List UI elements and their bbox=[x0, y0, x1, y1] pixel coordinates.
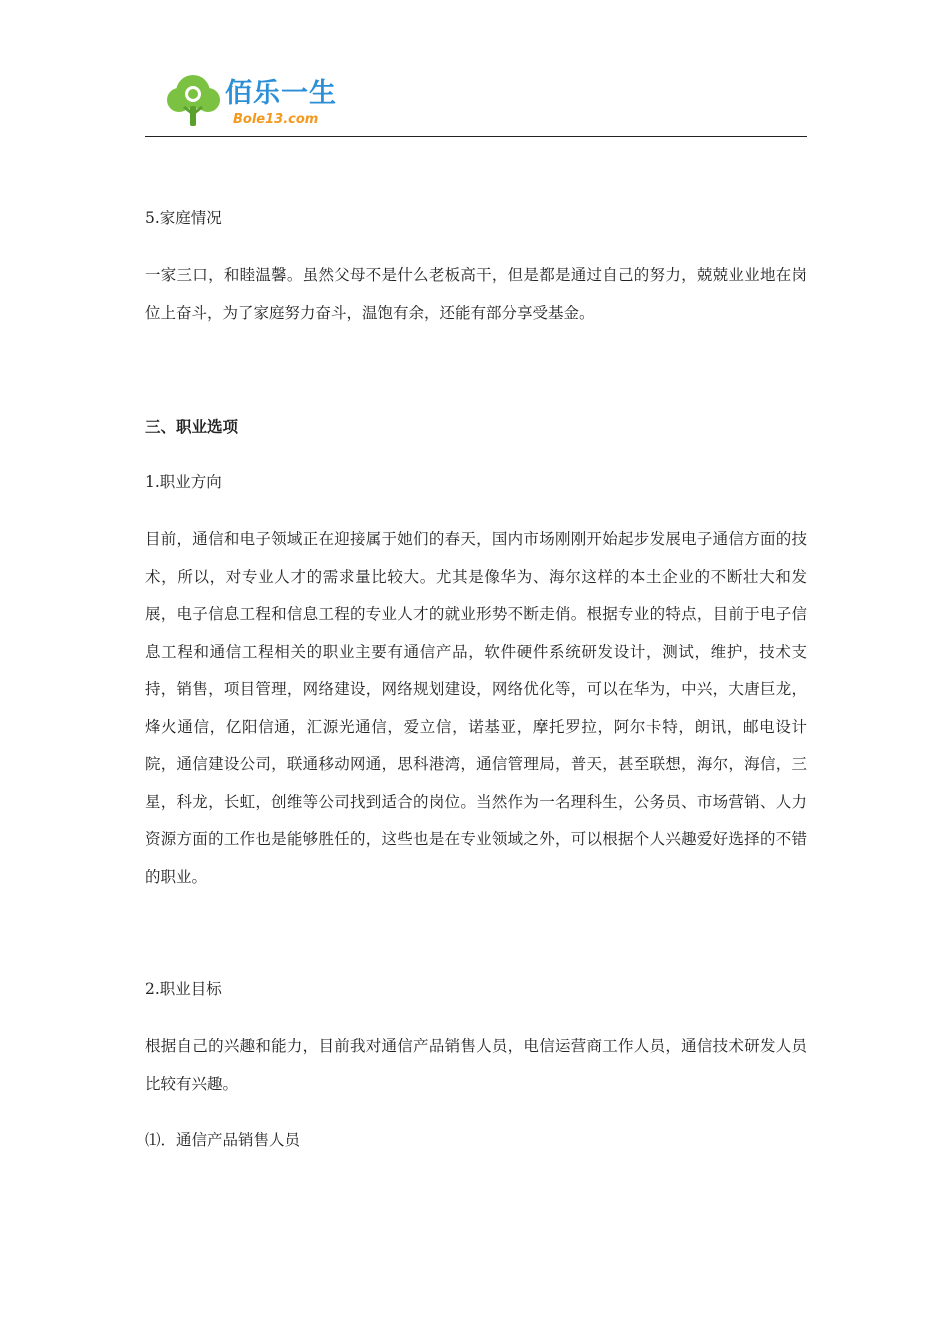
section-3-heading: 三、职业选项 bbox=[145, 417, 239, 436]
family-paragraph bbox=[145, 257, 807, 332]
career-direction-text: 目前，通信和电子领域正在迎接属于她们的春天，国内市场刚刚开始起步发展电子通信方面的技术，所以，对专业人才的需求量比较大。尤其是像华为、海尔这样的本土企业的不断壮大和发展，电子信息工程和信息工程的专业人才的就业形势不断走俏。根据专业的特点，目前于电子信息工程和通信工程相关的职业主要有通信产品，软件硬件系统研发设计，测试，维护，技术支持，销售，项目管理，网络建设，网络规划建设，网络优化等，可以在华为，中兴，大唐巨龙，烽火通信，亿阳信通，汇源光通信，爱立信，诺基亚，摩托罗拉，阿尔卡特，朗讯，邮电设计院，通信建设公司，联通移动网通，思科港湾，通信管理局，普天，甚至联想，海尔，海信，三星，科龙，长虹，创维等公司找到适合的岗位。当然作为一名理科生，公务员、市场营销、人力资源方面的工作也是能够胜任的，这些也是在专业领域之外，可以根据个人兴趣爱好选择的不错的职业。 bbox=[145, 530, 807, 886]
sales-role-heading: ⑴．通信产品销售人员 bbox=[145, 1131, 301, 1149]
family-heading: 5.家庭情况 bbox=[145, 209, 222, 227]
logo-chinese-text: 佰乐一生 bbox=[225, 78, 337, 109]
logo-english-text: Bole13.com bbox=[233, 112, 319, 127]
career-goal-text: 根据自己的兴趣和能力，目前我对通信产品销售人员，电信运营商工作人员，通信技术研发人员比较有兴趣。 bbox=[145, 1037, 807, 1093]
header-divider bbox=[145, 136, 807, 137]
career-goal-paragraph bbox=[145, 1028, 807, 1103]
career-direction-paragraph bbox=[145, 521, 807, 896]
tree-icon bbox=[167, 75, 220, 126]
career-goal-heading: 2.职业目标 bbox=[145, 980, 222, 998]
family-text: 一家三口，和睦温馨。虽然父母不是什么老板高干，但是都是通过自己的努力，兢兢业业地在岗位上奋斗，为了家庭努力奋斗，温饱有余，还能有部分享受基金。 bbox=[145, 266, 807, 322]
career-direction-heading: 1.职业方向 bbox=[145, 473, 222, 491]
bole13-logo bbox=[163, 68, 353, 134]
page-header bbox=[145, 62, 807, 138]
